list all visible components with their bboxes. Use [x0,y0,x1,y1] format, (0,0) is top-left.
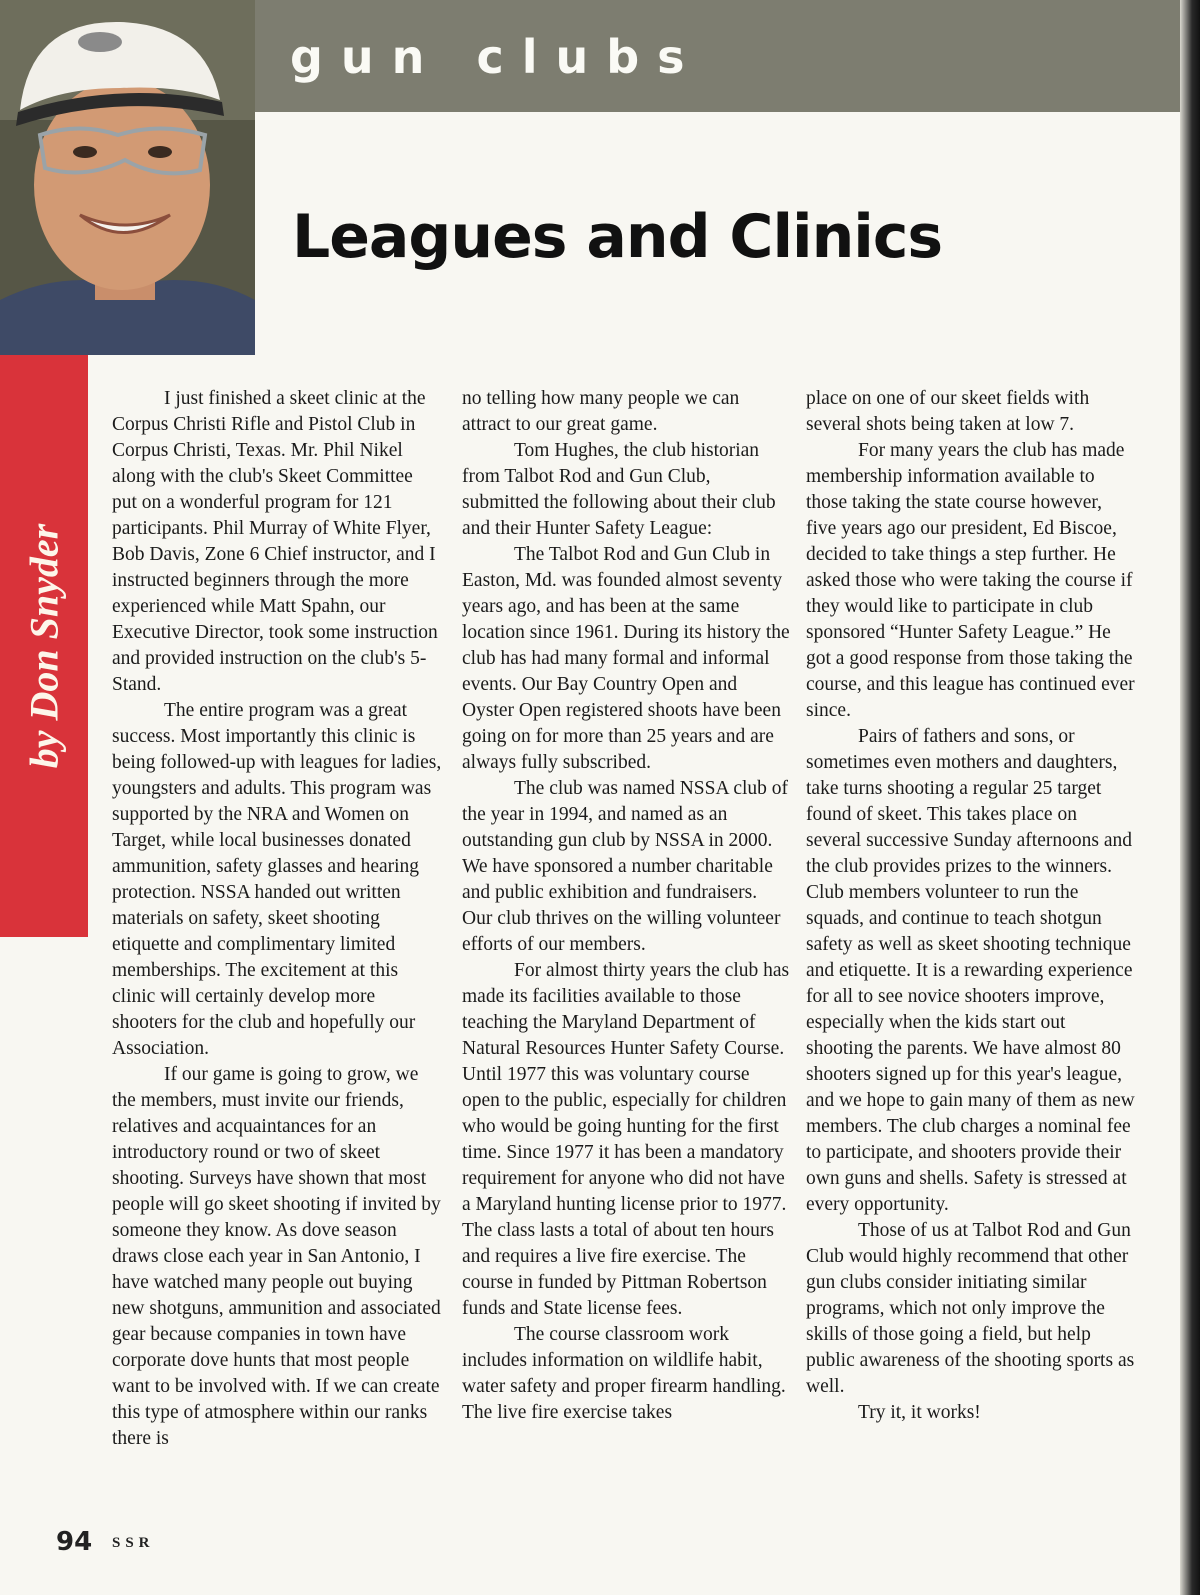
byline-bar [0,355,88,937]
article-column-3 [806,386,1136,1426]
paragraph: Try it, it works! [858,1402,981,1423]
magazine-name: SSR [112,1535,155,1551]
paragraph: The Talbot Rod and Gun Club in Easton, Md. was founded almost seventy years ago, and has been at the same location since 1961. During its history the club has had many formal and informal events. Our Bay Country Open and Oyster Open registered shoots have been going on for more than 25 years and are always fully subscribed. [462,544,790,773]
paragraph: For almost thirty years the club has made its facilities available to those teaching the Maryland Department of Natural Resources Hunter Safety Course. Until 1977 this was voluntary course open to the public, especially for children who would be going hunting for the first time. Since 1977 it has been a mandatory requirement for anyone who did not have a Maryland hunting license prior to 1977. The class lasts a total of about ten hours and requires a live fire exercise. The course in funded by Pittman Robertson funds and State license fees. [462,960,790,1319]
article-headline: Leagues and Clinics [292,202,943,272]
paragraph: Pairs of fathers and sons, or sometimes even mothers and daughters, take turns shooting a regular 25 target found of skeet. This takes place on several successive Sunday afternoons and the club provides prizes to the winners. Club members volunteer to run the squads, and continue to teach shotgun safety as well as skeet shooting technique and etiquette. It is a rewarding experience for all to see novice shooters improve, especially when the kids start out shooting the parents. We have almost 80 shooters signed up for this year's league, and we hope to gain many of them as new members. The club charges a nominal fee to participate, and shooters provide their own guns and shells. Safety is stressed at every opportunity. [806,726,1135,1215]
paragraph: Those of us at Talbot Rod and Gun Club would highly recommend that other gun clubs consider initiating similar programs, which not only improve the skills of those going a field, but help public awareness of the shooting sports as well. [806,1220,1135,1397]
author-portrait-image [0,0,255,355]
paragraph: The course classroom work includes information on wildlife habit, water safety and proper firearm handling. The live fire exercise takes [462,1324,786,1423]
author-photo [0,0,255,355]
paragraph: no telling how many people we can attract to our great game. [462,388,740,435]
paragraph: place on one of our skeet fields with several shots being taken at low 7. [806,388,1090,435]
section-title: gun clubs [290,30,703,84]
paragraph: For many years the club has made membership information available to those taking the state course however, five years ago our president, Ed Biscoe, decided to take things a step further. He asked those who were taking the course if they would like to participate in club sponsored “Hunter Safety League.” He got a good response from those taking the course, and this league has continued ever since. [806,440,1135,721]
article-column-2 [462,386,792,1426]
article-column-1 [112,386,442,1452]
paragraph: I just finished a skeet clinic at the Corpus Christi Rifle and Pistol Club in Corpus Christi, Texas. Mr. Phil Nikel along with the club's Skeet Committee put on a wonderful program for 121 participants. Phil Murray of White Flyer, Bob Davis, Zone 6 Chief instructor, and I instructed beginners through the more experienced while Matt Spahn, our Executive Director, took some instruction and provided instruction on the club's 5-Stand. [112,388,438,695]
page-number: 94 [56,1527,93,1557]
paragraph: Tom Hughes, the club historian from Talbot Rod and Gun Club, submitted the following about their club and their Hunter Safety League: [462,440,776,539]
paragraph: The entire program was a great success. Most importantly this clinic is being followed-up with leagues for ladies, youngsters and adults. This program was supported by the NRA and Women on Target, while local businesses donated ammunition, safety glasses and hearing protection. NSSA handed out written materials on safety, skeet shooting etiquette and complimentary limited memberships. The excitement at this clinic will certainly develop more shooters for the club and hopefully our Association. [112,700,442,1059]
author-byline: by Don Snyder [21,523,67,769]
paragraph: The club was named NSSA club of the year in 1994, and named as an outstanding gun club by NSSA in 2000. We have sponsored a number charitable and public exhibition and fundraisers. Our club thrives on the willing volunteer efforts of our members. [462,778,789,955]
page-binding-edge [1180,0,1200,1595]
paragraph: If our game is going to grow, we the members, must invite our friends, relatives and acquaintances for an introductory round or two of skeet shooting. Surveys have shown that most people will go skeet shooting if invited by someone they know. As dove season draws close each year in San Antonio, I have watched many people out buying new shotguns, ammunition and associated gear because companies in town have corporate dove hunts that most people want to be involved with. If we can create this type of atmosphere within our ranks there is [112,1064,441,1449]
